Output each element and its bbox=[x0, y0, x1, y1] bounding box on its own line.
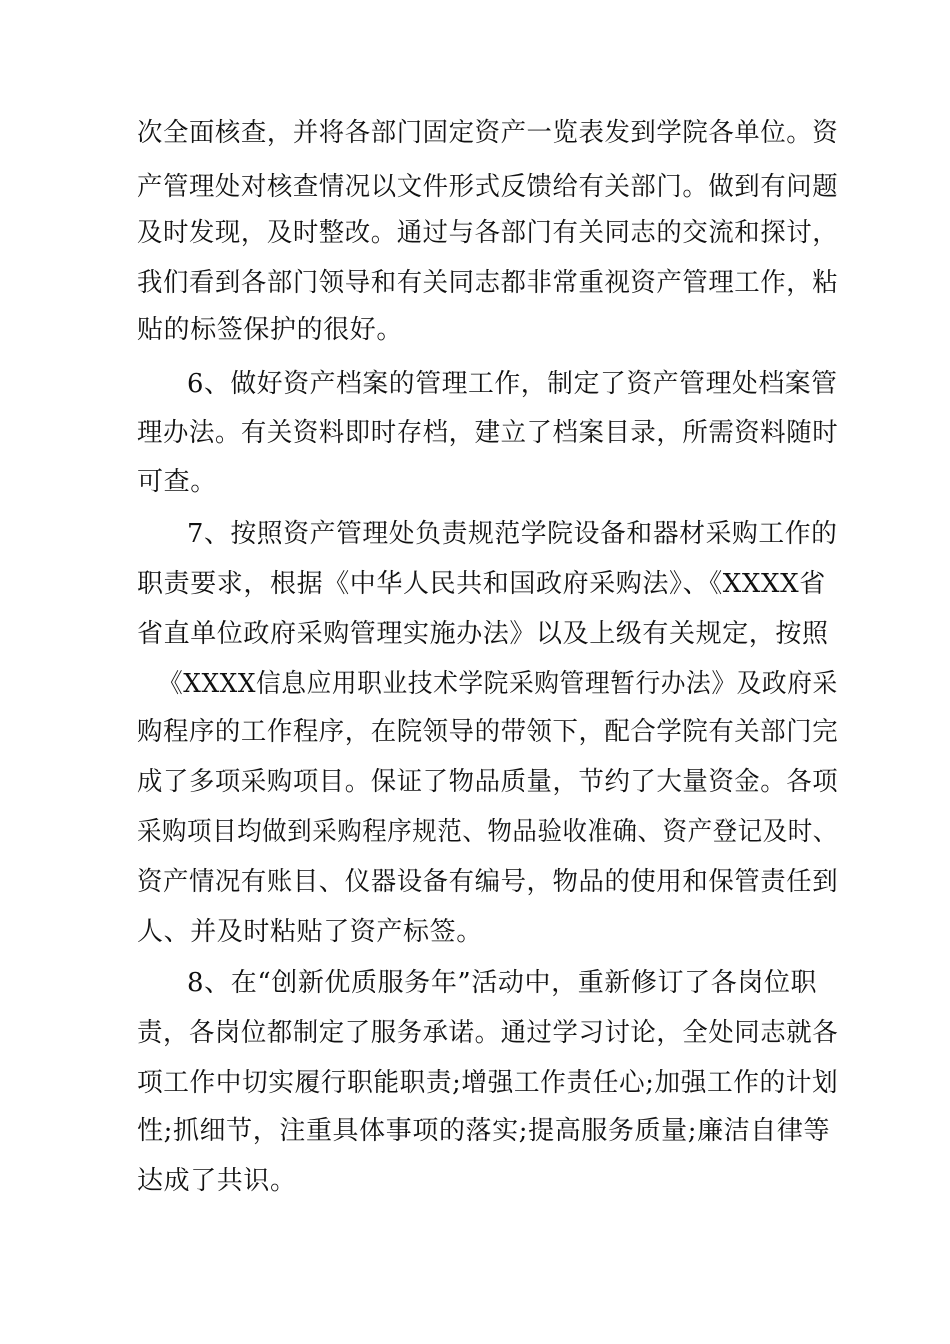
paragraph-start-line: 7、按照资产管理处负责规范学院设备和器材采购工作的 bbox=[187, 519, 838, 549]
text-line: 项工作中切实履行职能职责;增强工作责任心;加强工作的计划 bbox=[137, 1068, 839, 1098]
text-line: 理办法。有关资料即时存档，建立了档案目录，所需资料随时 bbox=[137, 418, 839, 448]
paragraph-start-line: 8、在“创新优质服务年”活动中，重新修订了各岗位职 bbox=[187, 968, 818, 998]
text-line: 《XXXX信息应用职业技术学院采购管理暂行办法》及政府采 bbox=[158, 669, 838, 699]
text-line: 次全面核查，并将各部门固定资产一览表发到学院各单位。资 bbox=[137, 118, 839, 148]
text-line: 性;抓细节，注重具体事项的落实;提高服务质量;廉洁自律等 bbox=[137, 1116, 831, 1146]
text-line: 责，各岗位都制定了服务承诺。通过学习讨论，全处同志就各 bbox=[137, 1018, 839, 1048]
text-line: 产管理处对核查情况以文件形式反馈给有关部门。做到有问题 bbox=[137, 172, 839, 202]
text-line: 达成了共识。 bbox=[137, 1166, 297, 1196]
text-line: 采购项目均做到采购程序规范、物品验收准确、资产登记及时、 bbox=[137, 817, 838, 847]
text-line: 购程序的工作程序，在院领导的带领下，配合学院有关部门完 bbox=[137, 717, 839, 747]
text-line: 省直单位政府采购管理实施办法》以及上级有关规定，按照 bbox=[137, 619, 829, 649]
text-line: 成了多项采购项目。保证了物品质量，节约了大量资金。各项 bbox=[137, 767, 839, 797]
text-line: 资产情况有账目、仪器设备有编号，物品的使用和保管责任到 bbox=[137, 867, 839, 897]
text-line: 我们看到各部门领导和有关同志都非常重视资产管理工作，粘 bbox=[137, 268, 839, 298]
paragraph-start-line: 6、做好资产档案的管理工作，制定了资产管理处档案管 bbox=[187, 369, 838, 399]
text-line: 贴的标签保护的很好。 bbox=[137, 315, 404, 345]
text-line: 及时发现，及时整改。通过与各部门有关同志的交流和探讨， bbox=[137, 218, 839, 248]
text-line: 职责要求，根据《中华人民共和国政府采购法》、《XXXX省 bbox=[137, 569, 826, 599]
text-line: 人、并及时粘贴了资产标签。 bbox=[137, 917, 483, 947]
text-line: 可查。 bbox=[137, 467, 217, 497]
